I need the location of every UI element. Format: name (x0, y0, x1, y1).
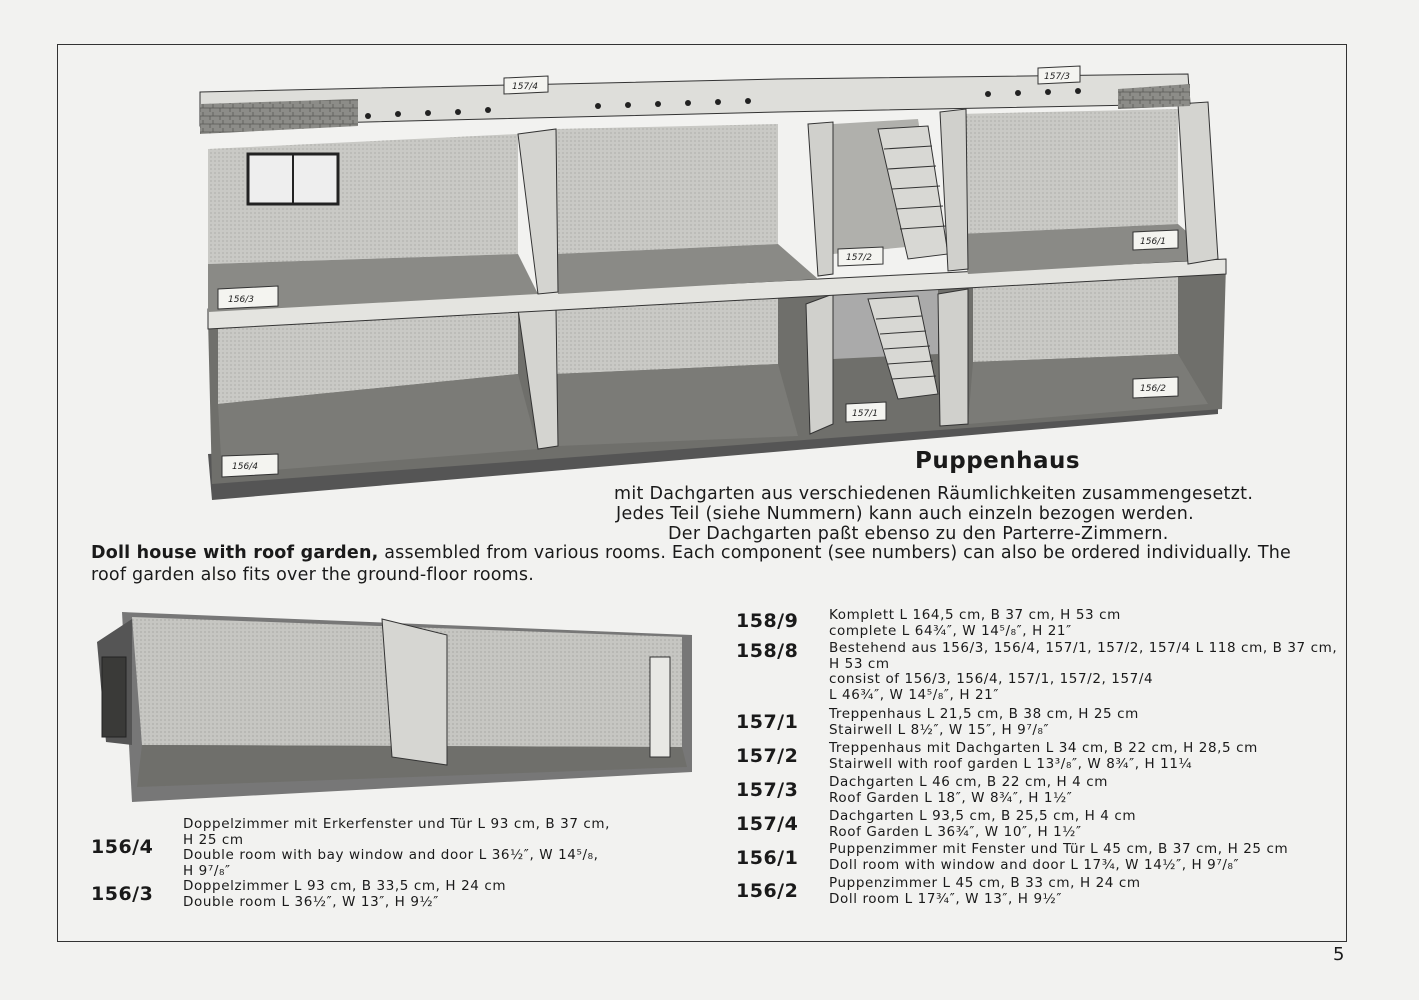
photo-label-157-4: 157/4 (512, 82, 538, 92)
page-number: 5 (1333, 944, 1345, 965)
item-desc-157-4 (829, 809, 1136, 840)
description-en-rest: assembled from various rooms. Each component (see numbers) can also be ordered individually. The roof garden also fits over the ground-floor rooms. (91, 543, 1291, 585)
item-desc-157-3 (829, 775, 1108, 806)
desc-line: Doll room L 17¾″, W 13″, H 9½″ (829, 890, 1062, 907)
item-desc-156-2 (829, 876, 1141, 907)
desc-line: Doppelzimmer mit Erkerfenster und Tür L 93 cm, B 37 cm, (183, 816, 611, 832)
desc-line: Dachgarten L 46 cm, B 22 cm, H 4 cm (829, 774, 1108, 790)
desc-line: Treppenhaus L 21,5 cm, B 38 cm, H 25 cm (829, 706, 1139, 722)
desc-line: H 9⁷/₈″ (183, 862, 231, 879)
photo-label-156-3: 156/3 (228, 295, 254, 305)
photo-label-156-2: 156/2 (1140, 384, 1166, 394)
item-desc-156-4 (183, 817, 610, 879)
photo-label-157-1: 157/1 (852, 409, 878, 419)
item-number-157-3: 157/3 (736, 779, 799, 801)
item-number-158-8: 158/8 (736, 640, 799, 662)
photo-label-156-4: 156/4 (232, 462, 258, 472)
item-number-158-9: 158/9 (736, 610, 799, 632)
desc-line: consist of 156/3, 156/4, 157/1, 157/2, 157/4 (829, 671, 1154, 687)
item-number-157-2: 157/2 (736, 745, 799, 767)
item-number-156-1: 156/1 (736, 847, 799, 869)
product-title: Puppenhaus (915, 448, 1081, 474)
item-desc-157-1 (829, 707, 1139, 738)
desc-line: Roof Garden L 18″, W 8¾″, H 1½″ (829, 789, 1073, 806)
desc-line: Bestehend aus 156/3, 156/4, 157/1, 157/2, 157/4 L 118 cm, B 37 cm, (829, 640, 1338, 656)
description-de-line-3: Der Dachgarten paßt ebenso zu den Parterre-Zimmern. (668, 524, 1169, 544)
desc-line: Komplett L 164,5 cm, B 37 cm, H 53 cm (829, 607, 1121, 623)
double-room-photo (92, 607, 698, 807)
desc-line: H 53 cm (829, 655, 890, 672)
desc-line: Roof Garden L 36¾″, W 10″, H 1½″ (829, 823, 1082, 840)
dollhouse-photo (178, 64, 1234, 504)
item-number-157-4: 157/4 (736, 813, 799, 835)
desc-line: Treppenhaus mit Dachgarten L 34 cm, B 22 cm, H 28,5 cm (829, 740, 1258, 756)
desc-line: Puppenzimmer mit Fenster und Tür L 45 cm, B 37 cm, H 25 cm (829, 841, 1289, 857)
item-number-156-3: 156/3 (91, 883, 154, 905)
desc-line: Double room L 36½″, W 13″, H 9½″ (183, 893, 439, 910)
desc-line: Doll room with window and door L 17¾, W 14½″, H 9⁷/₈″ (829, 856, 1240, 873)
item-desc-156-1 (829, 842, 1288, 873)
item-number-156-4: 156/4 (91, 836, 154, 858)
item-desc-156-3 (183, 879, 506, 910)
desc-line: Puppenzimmer L 45 cm, B 33 cm, H 24 cm (829, 875, 1141, 891)
description-en (91, 542, 1326, 586)
description-de-line-2: Jedes Teil (siehe Nummern) kann auch einzeln bezogen werden. (616, 504, 1195, 524)
description-de-line-1: mit Dachgarten aus verschiedenen Räumlichkeiten zusammengesetzt. (614, 484, 1254, 504)
desc-line: Doppelzimmer L 93 cm, B 33,5 cm, H 24 cm (183, 878, 507, 894)
desc-line: Dachgarten L 93,5 cm, B 25,5 cm, H 4 cm (829, 808, 1137, 824)
desc-line: Double room with bay window and door L 36½″, W 14⁵/₈, (183, 847, 599, 863)
desc-line: Stairwell with roof garden L 13³/₈″, W 8¾″, H 11¼ (829, 755, 1193, 772)
desc-line: complete L 64¾″, W 14⁵/₈″, H 21″ (829, 622, 1072, 639)
desc-line: Stairwell L 8½″, W 15″, H 9⁷/₈″ (829, 721, 1050, 738)
item-number-157-1: 157/1 (736, 711, 799, 733)
item-number-156-2: 156/2 (736, 880, 799, 902)
desc-line: L 46¾″, W 14⁵/₈″, H 21″ (829, 686, 999, 703)
description-en-bold: Doll house with roof garden, (91, 543, 379, 563)
photo-label-157-2: 157/2 (846, 253, 872, 263)
item-desc-158-8 (829, 641, 1337, 703)
item-desc-157-2 (829, 741, 1258, 772)
photo-label-157-3: 157/3 (1044, 72, 1070, 82)
item-desc-158-9 (829, 608, 1121, 639)
photo-label-156-1: 156/1 (1140, 237, 1166, 247)
desc-line: H 25 cm (183, 831, 244, 848)
